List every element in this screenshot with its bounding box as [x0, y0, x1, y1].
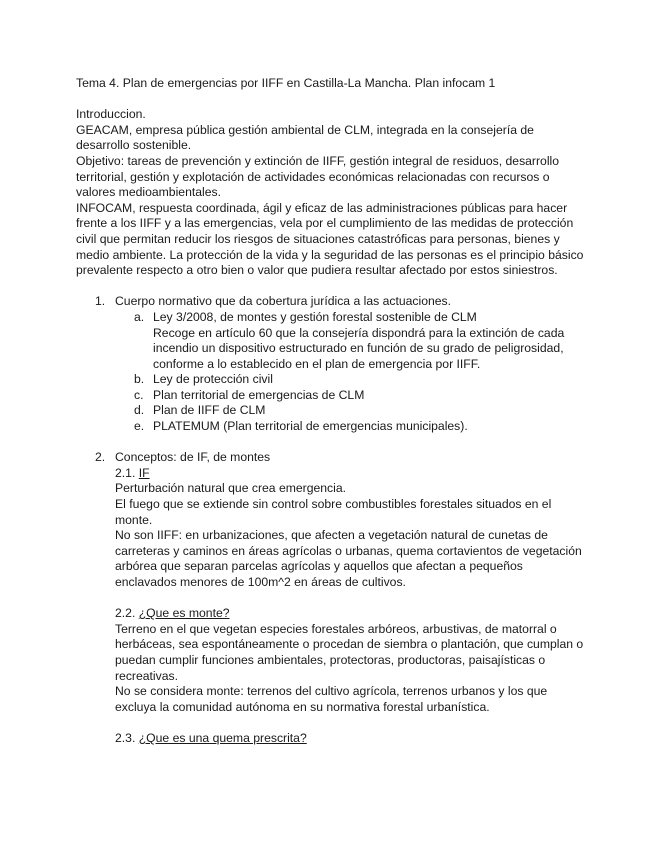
list-item — [115, 372, 584, 388]
section-2 — [76, 450, 584, 746]
list-item — [115, 419, 584, 435]
document-page — [76, 76, 584, 747]
list-item — [115, 310, 584, 372]
subsection-2-2-line: Terreno en el que vegetan especies forestales arbóreos, arbustivas, de matorral o herbáceas, sea espontáneamente o procedan de siembra o plantación, que cumplan o puedan cumplir funciones ambientales, protectoras, productoras, paisajísticas o recreativas. — [115, 621, 584, 683]
subsection-2-1-heading — [115, 466, 584, 482]
list-item-letter: a. — [134, 309, 145, 324]
subsection-2-1-label: IF — [138, 465, 150, 480]
intro-paragraph-geacam: GEACAM, empresa pública gestión ambiental de CLM, integrada en la consejería de desarrollo sostenible. — [76, 122, 534, 153]
list-item-detail: Recoge en artículo 60 que la consejería dispondrá para la extinción de cada incendio un dispositivo estructurado en función de su grado de peligrosidad, conforme a lo establecido en el plan de emergencia por IIFF. — [153, 325, 565, 371]
intro-paragraph-objetivo: Objetivo: tareas de prevención y extinción de IIFF, gestión integral de residuos, desarrollo territorial, gestión y explotación de actividades económicas relacionadas con recursos o valores medioambientales. — [76, 153, 560, 200]
list-item-text: PLATEMUM (Plan territorial de emergencias municipales). — [153, 419, 468, 434]
subsection-2-1-number: 2.1. — [115, 465, 136, 480]
section-1-number: 1. — [95, 294, 106, 309]
subsection-2-2-label: ¿Que es monte? — [138, 606, 230, 621]
subsection-2-1-line: Perturbación natural que crea emergencia. — [115, 481, 347, 496]
list-item — [115, 403, 584, 419]
subsection-2-1-line: No son IIFF: en urbanizaciones, que afecten a vegetación natural de cunetas de carreteras y caminos en áreas agrícolas o urbanas, quema cortavientos de vegetación arbórea que separan parcelas agrícolas y aquellos que afectan a pequeños enclavados menores de 100m^2 en áreas de cultivos. — [115, 528, 582, 589]
section-2-title: Conceptos: de IF, de montes — [115, 450, 271, 465]
intro-paragraph-infocam: INFOCAM, respuesta coordinada, ágil y eficaz de las administraciones públicas para hacer frente a los IIFF y a las emergencias, vela por el cumplimiento de las medidas de protección civil que permitan reducir los riesgos de situaciones catastróficas para personas, bienes y medio ambiente. La protección de la vida y la seguridad de las personas es el principio básico prevalente respecto a otro bien o valor que pudiera resultar afectado por estos siniestros. — [76, 200, 584, 278]
subsection-2-2-number: 2.2. — [115, 606, 136, 621]
list-item-letter: e. — [134, 419, 145, 434]
section-1-title: Cuerpo normativo que da cobertura jurídica a las actuaciones. — [115, 294, 452, 309]
list-item-letter: c. — [134, 387, 144, 402]
subsection-2-3-number: 2.3. — [115, 730, 136, 745]
list-item-letter: d. — [134, 403, 145, 418]
intro-heading: Introduccion. — [76, 107, 146, 122]
list-item-text: Ley de protección civil — [153, 372, 273, 387]
subsection-2-3-label: ¿Que es una quema prescrita? — [138, 730, 307, 745]
section-1-sublist — [115, 310, 584, 435]
list-item — [115, 388, 584, 404]
subsection-2-2-heading — [115, 606, 584, 622]
list-item-text: Plan de IIFF de CLM — [153, 403, 266, 418]
document-title: Tema 4. Plan de emergencias por IIFF en Castilla-La Mancha. Plan infocam 1 — [76, 76, 496, 90]
subsection-2-1-line: El fuego que se extiende sin control sobre combustibles forestales situados en el monte. — [115, 497, 552, 527]
list-item-text: Ley 3/2008, de montes y gestión forestal sostenible de CLM — [153, 309, 477, 324]
section-1 — [76, 294, 584, 434]
subsection-2-2-line: No se considera monte: terrenos del cultivo agrícola, terrenos urbanos y los que excluya la comunidad autónoma en su normativa forestal urbanística. — [115, 684, 548, 714]
section-2-number: 2. — [95, 450, 106, 465]
subsection-2-3-heading — [115, 731, 584, 747]
list-item-letter: b. — [134, 372, 145, 387]
list-item-text: Plan territorial de emergencias de CLM — [153, 387, 365, 402]
main-list — [76, 294, 584, 746]
